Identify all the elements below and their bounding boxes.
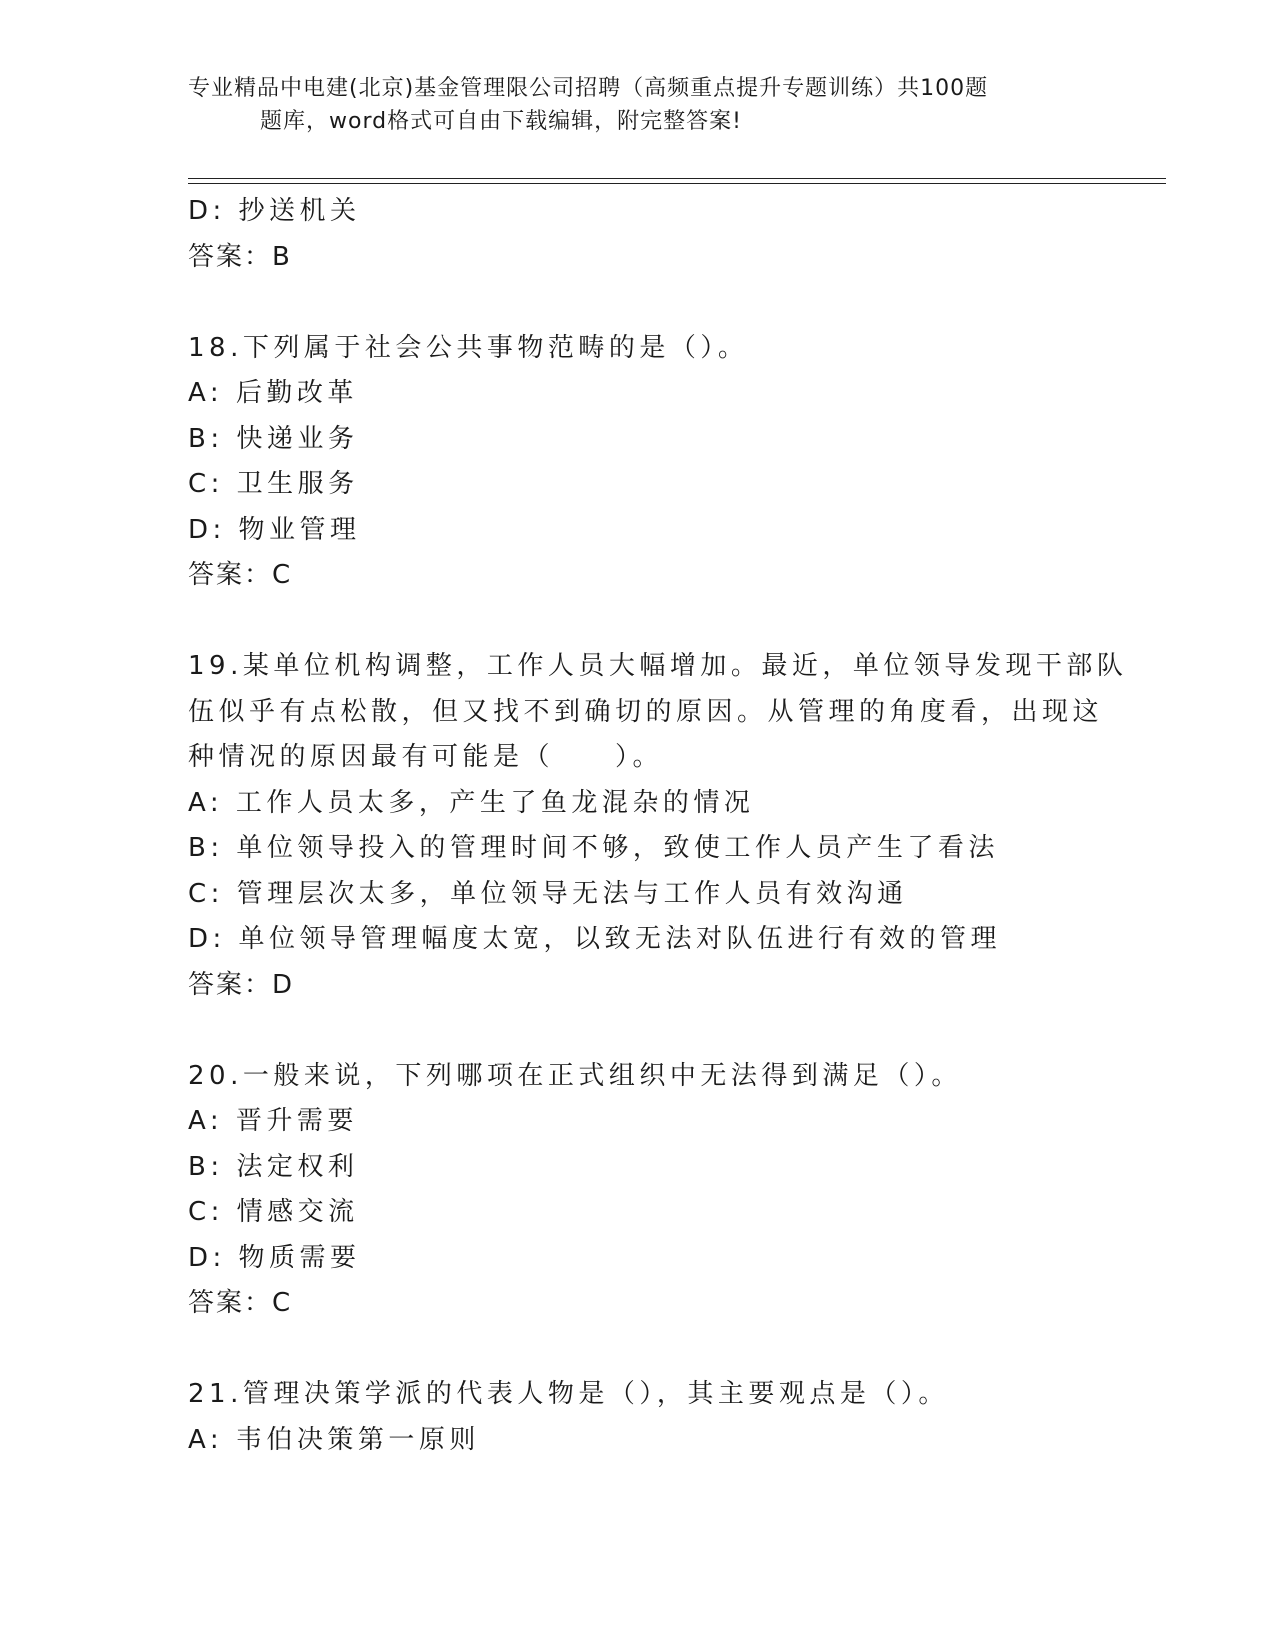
header-divider-top <box>188 178 1166 179</box>
option-d: D: 抄送机关 <box>188 196 361 226</box>
document-header <box>188 72 1068 138</box>
answer-line: 答案：C <box>188 1288 293 1318</box>
option-a: A: 后勤改革 <box>188 378 358 408</box>
option-d: D: 物业管理 <box>188 514 361 545</box>
question-text: 伍似乎有点松散，但又找不到确切的原因。从管理的角度看，出现这 <box>188 696 1104 727</box>
prev-question-tail <box>188 189 1148 280</box>
header-title-line-2: 题库，word格式可自由下载编辑，附完整答案! <box>260 109 742 134</box>
header-title-line-1: 专业精品中电建(北京)基金管理限公司招聘（高频重点提升专题训练）共100题 <box>188 76 989 101</box>
option-b: B: 单位领导投入的管理时间不够，致使工作人员产生了看法 <box>188 833 999 863</box>
option-c: C: 卫生服务 <box>188 469 359 499</box>
option-a: A: 晋升需要 <box>188 1106 358 1136</box>
answer-line: 答案：C <box>188 560 293 590</box>
option-c: C: 管理层次太多，单位领导无法与工作人员有效沟通 <box>188 878 908 909</box>
question-text: 18.下列属于社会公共事物范畴的是（）。 <box>188 332 749 363</box>
question-19 <box>188 644 1148 1008</box>
question-text: 20.一般来说，下列哪项在正式组织中无法得到满足（）。 <box>188 1060 962 1091</box>
question-text: 19.某单位机构调整，工作人员大幅增加。最近，单位领导发现干部队 <box>188 651 1128 681</box>
option-b: B: 法定权利 <box>188 1151 359 1182</box>
option-d: D: 物质需要 <box>188 1242 361 1273</box>
question-18 <box>188 326 1148 599</box>
question-21 <box>188 1372 1148 1463</box>
option-a: A: 韦伯决策第一原则 <box>188 1424 480 1455</box>
question-text: 种情况的原因最有可能是（ ）。 <box>188 742 664 772</box>
header-divider-bottom <box>188 183 1166 184</box>
option-b: B: 快递业务 <box>188 423 359 454</box>
question-list <box>188 189 1148 1463</box>
option-c: C: 情感交流 <box>188 1197 359 1227</box>
option-a: A: 工作人员太多，产生了鱼龙混杂的情况 <box>188 787 755 818</box>
option-d: D: 单位领导管理幅度太宽，以致无法对队伍进行有效的管理 <box>188 924 1002 954</box>
answer-line: 答案：B <box>188 241 292 272</box>
answer-line: 答案：D <box>188 969 295 1000</box>
question-text: 21.管理决策学派的代表人物是（），其主要观点是（）。 <box>188 1379 949 1409</box>
question-20 <box>188 1054 1148 1327</box>
